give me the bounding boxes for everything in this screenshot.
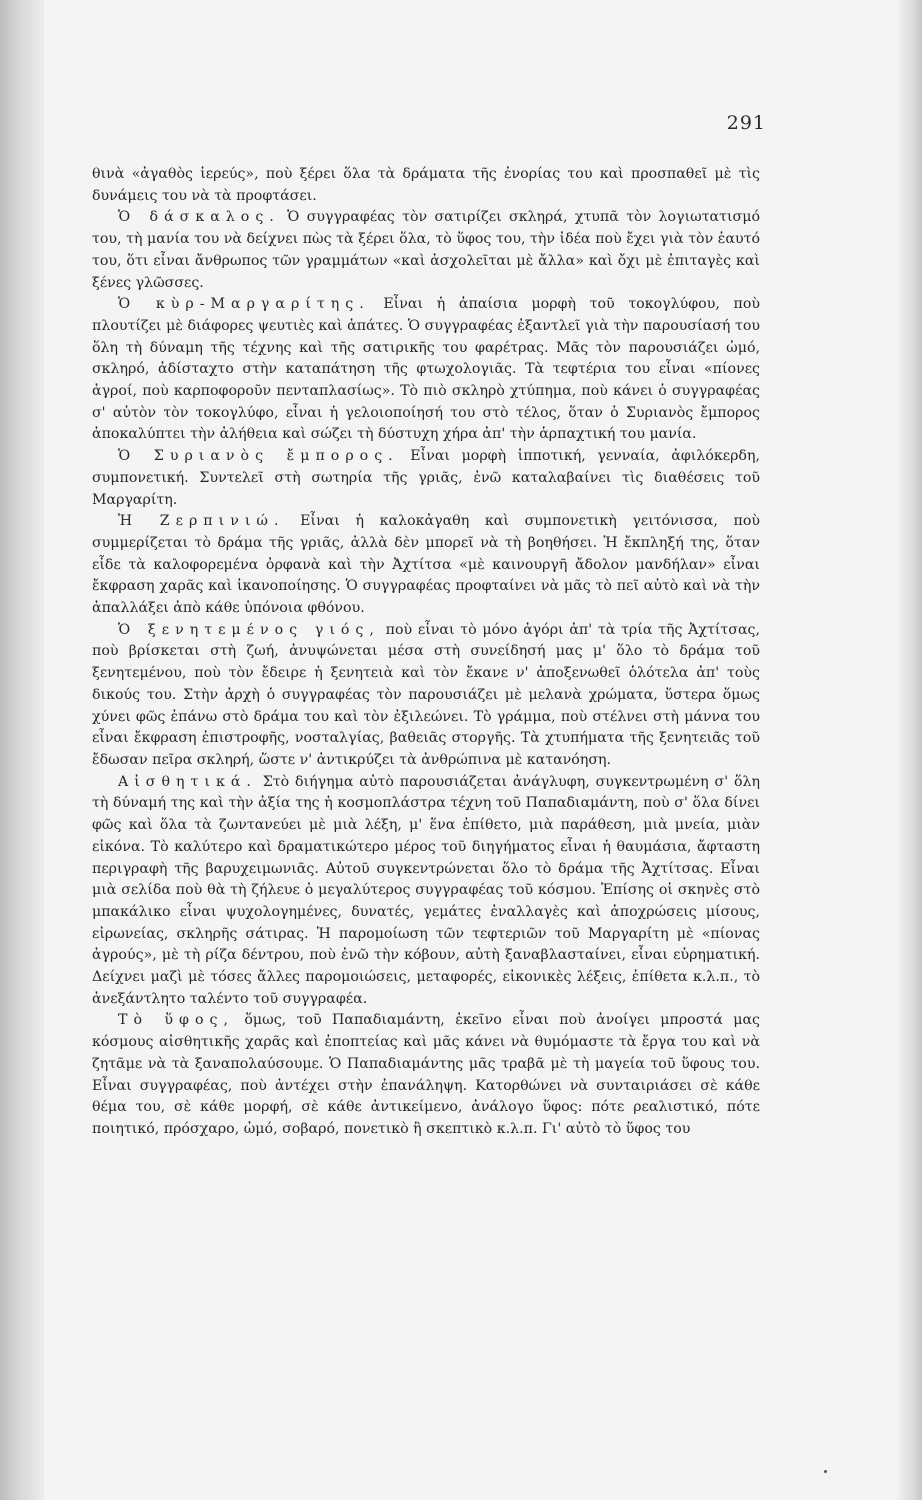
paragraph-teacher [92,207,760,294]
paragraph-emigrant-son [92,620,760,772]
paragraph-text: Εἶναι μορφὴ ἱπποτική, γενναία, ἀφιλόκερδη, συμπονετική. Συντελεῖ στὴ σωτηρία τῆς γριᾶς, ἐνῶ καταλαβαίνει τὶς διαθέσεις τοῦ Μαργαρίτη. [92,448,760,508]
scan-speck [824,1470,827,1473]
page-number: 291 [726,112,766,134]
paragraph-lead: Ὁ κὺρ-Μαργαρίτης. [118,296,370,313]
paragraph-lead: Αἰσθητικά. [118,773,257,790]
paragraph-margaritis [92,294,760,446]
paragraph-text: Ὁ συγγραφέας τὸν σατιρίζει σκληρά, χτυπᾶ τὸν λογιωτατισμό του, τὴ μανία του νὰ δείχνει πὼς τὰ ξέρει ὅλα, τὸ ὕφος του, τὴν ἰδέα ποὺ ἔχει γιὰ τὸν ἑαυτό του, ὅτι εἶναι ἄνθρωπος τῶν γραμμάτων «καὶ ἀσχολεῖται μὲ ἄλλα» καὶ ὄχι μὲ ἐπιταγὲς καὶ ξένες γλῶσσες. [92,209,760,291]
paragraph-merchant [92,446,760,511]
binding-shadow [0,0,44,1500]
paragraph-text: θινὰ «ἀγαθὸς ἱερεύς», ποὺ ξέρει ὅλα τὰ δράματα τῆς ἐνορίας του καὶ προσπαθεῖ μὲ τὶς δυνάμεις του νὰ τὰ προφτάσει. [92,166,760,204]
body-text [92,164,760,1141]
paragraph-aesthetics [92,772,760,1011]
paragraph-style [92,1010,760,1140]
paragraph-continuation [92,164,760,207]
paragraph-lead: Τὸ ὕφος, [118,1012,234,1029]
paragraph-text: ὅμως, τοῦ Παπαδιαμάντη, ἐκεῖνο εἶναι ποὺ ἀνοίγει μπροστά μας κόσμους αἰσθητικῆς χαρᾶς καὶ ἐποπτείας καὶ μᾶς κάνει νὰ θυμόμαστε τὰ ἔργα του καὶ νὰ ζητᾶμε νὰ τὰ ξαναπολαύσουμε. Ὁ Παπαδιαμάντης μᾶς τραβᾶ μὲ τὴ μαγεία τοῦ ὕφους του. Εἶναι συγγραφέας, ποὺ ἀντέχει στὴν ἐπανάληψη. Κατορθώνει νὰ συνταιριάσει σὲ κάθε θέμα του, σὲ κάθε μορφή, σὲ κάθε ἀντικείμενο, ἀνάλογο ὕφος: πότε ρεαλιστικό, πότε ποιητικό, πρόσχαρο, ὠμό, σοβαρό, πονετικὸ ἢ σκεπτικὸ κ.λ.π. Γι' αὐτὸ τὸ ὕφος του [92,1012,760,1137]
paragraph-text: Στὸ διήγημα αὐτὸ παρουσιάζεται ἀνάγλυφη, συγκεντρωμένη σ' ὅλη τὴ δύναμή της καὶ τὴν ἀξία της ἡ κοσμοπλάστρα τέχνη τοῦ Παπαδιαμάντη, ποὺ σ' ὅλα δίνει φῶς καὶ ὅλα τὰ ζωντανεύει μὲ μιὰ λέξη, μ' ἕνα ἐπίθετο, μιὰ παράθεση, μιὰ μνεία, μιὰν εἰκόνα. Τὸ καλύτερο καὶ δραματικώτερο μέρος τοῦ διηγήματος εἶναι ἡ θαυμάσια, ἄφταστη περιγραφὴ τῆς βαρυχειμωνιᾶς. Αὐτοῦ συγκεντρώνεται ὅλο τὸ δράμα τῆς Ἀχτίτσας. Εἶναι μιὰ σελίδα ποὺ θὰ τὴ ζήλευε ὁ μεγαλύτερος συγγραφέας τοῦ κόσμου. Ἐπίσης οἱ σκηνὲς στὸ μπακάλικο εἶναι ψυχολογημένες, δυνατές, γεμάτες ἐναλλαγὲς καὶ ἀποχρώσεις μίσους, εἰρωνείας, σκληρῆς σάτιρας. Ἡ παρομοίωση τῶν τεφτεριῶν τοῦ Μαργαρίτη μὲ «πίονας ἀγρούς», μὲ τὴ ρίζα δέντρου, ποὺ ἐνῶ τὴν κόβουν, αὐτὴ ξαναβλασταίνει, εἶναι εὑρηματική. Δείχνει μαζὶ μὲ τόσες ἄλλες παρομοιώσεις, μεταφορές, εἰκονικὲς λέξεις, ἐπίθετα κ.λ.π., τὸ ἀνεξάντλητο ταλέντο τοῦ συγγραφέα. [92,773,760,1007]
paragraph-lead: Ὁ Συριανὸς ἔμπορος. [118,448,399,465]
paragraph-lead: Ὁ δάσκαλος. [118,209,280,226]
paragraph-text: Εἶναι ἡ καλοκἀγαθη καὶ συμπονετικὴ γειτόνισσα, ποὺ συμμερίζεται τὸ δράμα τῆς γριᾶς, ἀλλὰ δὲν μπορεῖ νὰ τὴ βοηθήσει. Ἡ ἔκπληξή της, ὅταν εἶδε τὰ καλοφορεμένα ὀρφανὰ καὶ τὴν Ἀχτίτσα «μὲ καινουργῆ ἄδολον μανδήλαν» εἶναι ἔκφραση χαρᾶς καὶ ἱκανοποίησης. Ὁ συγγραφέας προφταίνει νὰ μᾶς τὸ πεῖ αὐτὸ καὶ νὰ τὴν ἀπαλλάξει ἀπὸ κάθε ὑπόνοια φθόνου. [92,513,760,617]
paragraph-text: ποὺ εἶναι τὸ μόνο ἀγόρι ἀπ' τὰ τρία τῆς Ἀχτίτσας, ποὺ βρίσκεται στὴ ζωή, ἀνυψώνεται μέσα στὴ συνείδησή μας μ' ὅλο τὸ δράμα τοῦ ξενητεμένου, ποὺ τὸν ἔδειρε ἡ ξενητειὰ καὶ τὸν ἔκανε ν' ἀποξενωθεῖ ὁλότελα ἀπ' τοὺς δικούς του. Στὴν ἀρχὴ ὁ συγγραφέας τὸν παρουσιάζει μὲ μελανὰ χρώματα, ὕστερα ὅμως χύνει φῶς ἐπάνω στὸ δράμα του καὶ τὸν ἐξιλεώνει. Τὸ γράμμα, ποὺ στέλνει στὴ μάννα του εἶναι ἔκφραση ἐπιστροφῆς, νοσταλγίας, βαθειᾶς στοργῆς. Τὰ χτυπήματα τῆς ξενητειᾶς τοῦ ἔδωσαν πεῖρα σκληρή, ὥστε ν' ἀντικρύζει τὰ ἀνθρώπινα μὲ κατανόηση. [92,621,761,768]
paragraph-lead: Ἡ Ζερπινιώ. [118,513,285,530]
paragraph-lead: Ὁ ξενητεμένος γιός, [118,621,380,638]
page-edge-shadow [898,0,922,1500]
paragraph-text: Εἶναι ἡ ἀπαίσια μορφὴ τοῦ τοκογλύφου, ποὺ πλουτίζει μὲ διάφορες ψευτιὲς καὶ ἀπάτες. Ὁ συγγραφέας ἐξαντλεῖ γιὰ τὴν παρουσίασή του ὅλη τὴ δύναμη τῆς τέχνης καὶ τῆς σατιρικῆς του φαρέτρας. Μᾶς τὸν παρουσιάζει ὠμό, σκληρό, ἀδίσταχτο στὴν καταπάτηση τῆς φτωχολογιᾶς. Τὰ τεφτέρια του εἶναι «πίονες ἀγροί, ποὺ καρποφοροῦν πενταπλασίως». Τὸ πιὸ σκληρὸ χτύπημα, ποὺ κάνει ὁ συγγραφέας σ' αὐτὸν τὸν τοκογλύφο, εἶναι ἡ γελοιοποίησή του στὸ τέλος, ὅταν ὁ Συριανὸς ἔμπορος ἀποκαλύπτει τὴν ἀλήθεια καὶ σώζει τὴ δύστυχη χήρα ἀπ' τὴν ἁρπαχτική του μανία. [92,296,760,443]
paragraph-zerpinio [92,511,760,620]
